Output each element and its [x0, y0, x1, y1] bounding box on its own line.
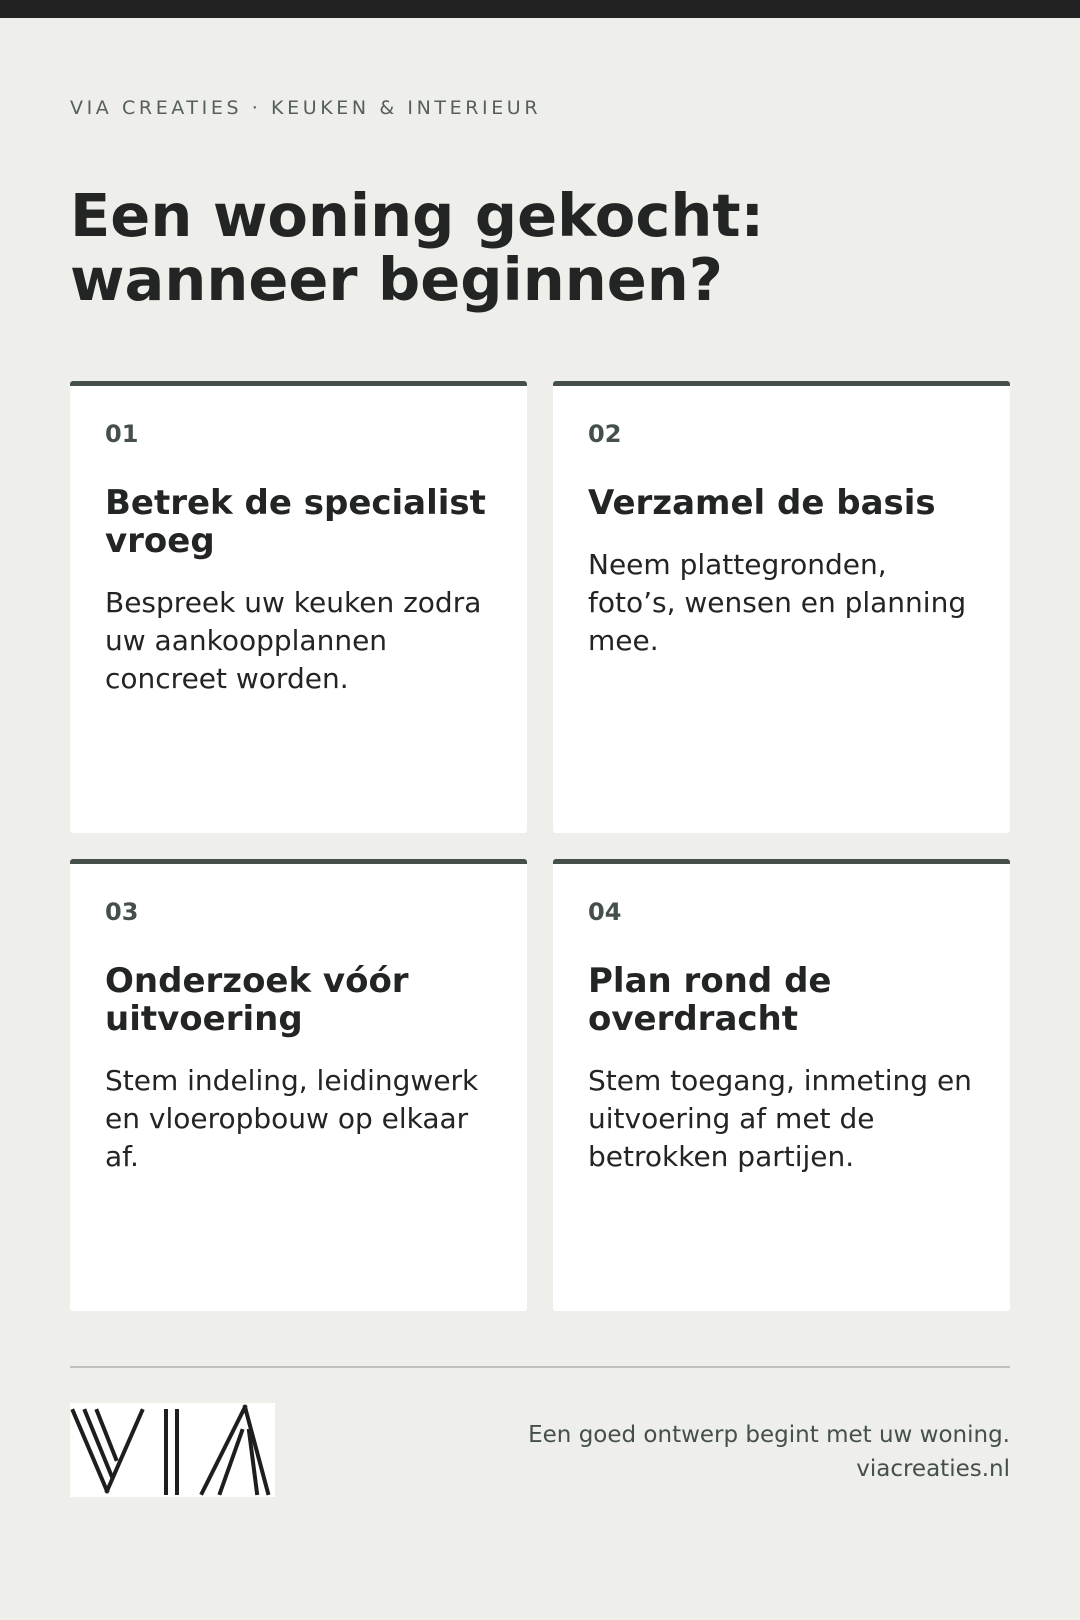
step-number: 04	[588, 898, 622, 926]
step-title: Verzamel de basis	[588, 483, 936, 523]
step-number: 02	[588, 420, 622, 448]
step-card-4	[553, 859, 1010, 1311]
step-card-1	[70, 381, 527, 833]
website-link[interactable]: viacreaties.nl	[856, 1456, 1010, 1482]
steps-grid	[70, 381, 1010, 1311]
top-bar	[0, 0, 1080, 18]
step-title: Plan rond de overdracht	[588, 961, 832, 1039]
tagline-text: Een goed ontwerp begint met uw woning.	[528, 1422, 1010, 1448]
step-number: 01	[105, 420, 139, 448]
via-logo-mark	[70, 1403, 275, 1497]
step-text: Stem toegang, inmeting en uitvoering af met de betrokken partijen.	[588, 1064, 972, 1173]
step-card-3	[70, 859, 527, 1311]
step-text: Stem indeling, leidingwerk en vloeropbouw op elkaar af.	[105, 1064, 479, 1173]
step-card-2	[553, 381, 1010, 833]
footer-divider	[70, 1366, 1010, 1368]
step-title: Onderzoek vóór uitvoering	[105, 961, 409, 1039]
page-title: Een woning gekocht: wanneer beginnen?	[70, 181, 765, 314]
via-logo	[70, 1403, 275, 1497]
footer-tagline	[528, 1418, 1010, 1486]
step-text: Neem plattegronden, foto’s, wensen en planning mee.	[588, 548, 967, 657]
brand-eyebrow: VIA CREATIES · KEUKEN & INTERIEUR	[70, 97, 542, 119]
step-text: Bespreek uw keuken zodra uw aankoopplannen concreet worden.	[105, 586, 482, 695]
step-number: 03	[105, 898, 139, 926]
step-title: Betrek de specialist vroeg	[105, 483, 486, 561]
